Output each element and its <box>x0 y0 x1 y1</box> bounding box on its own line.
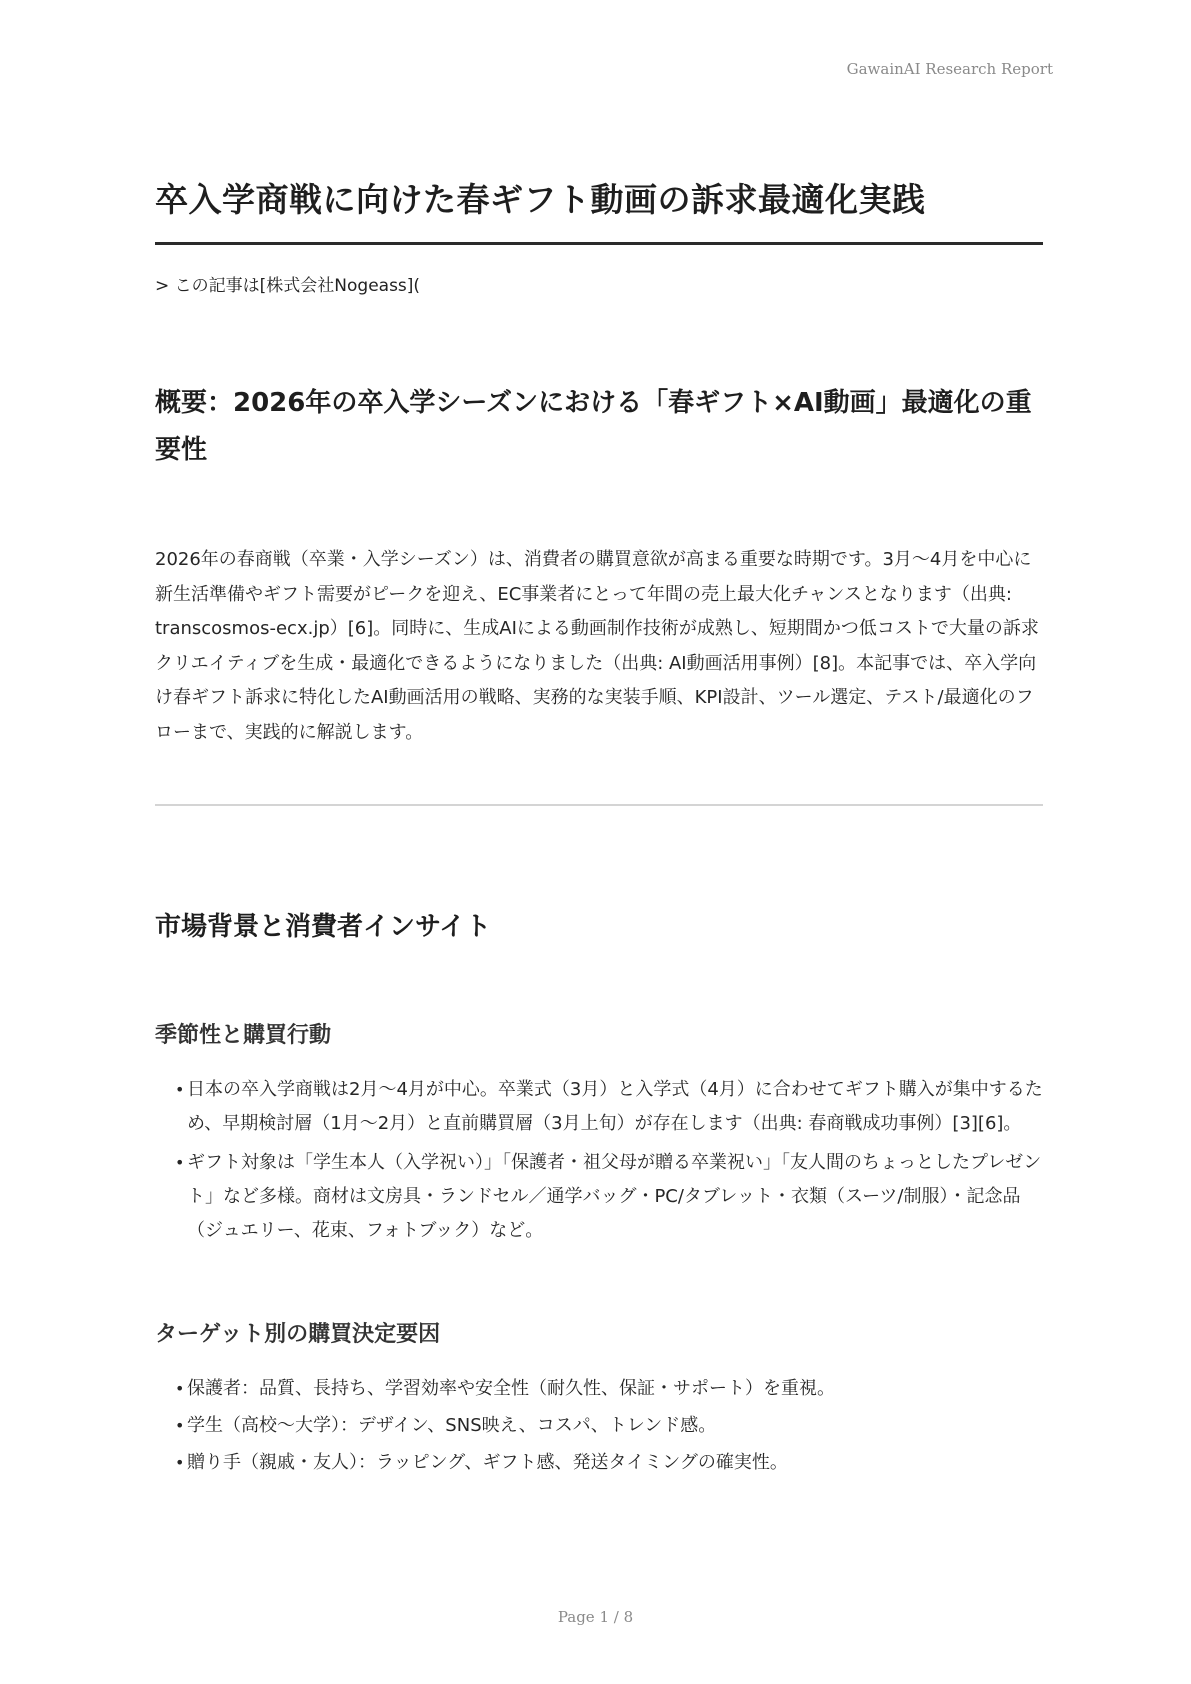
bullet-icon: • <box>175 1453 185 1472</box>
subsection-heading-seasonality: 季節性と購買行動 <box>155 1023 332 1048</box>
list-item <box>175 1146 1043 1248</box>
section-heading-overview: 概要：2026年の卒入学シーズンにおける「春ギフト×AI動画」最適化の重要性 <box>155 388 1032 465</box>
list-item-text: 日本の卒入学商戦は2月〜4月が中心。卒業式（3月）と入学式（4月）に合わせてギフト購入が集中するため、早期検討層（1月〜2月）と直前購買層（3月上旬）が存在します（出典: 春商戦成功事例）[3][6]。 <box>187 1079 1043 1134</box>
overview-paragraph: 2026年の春商戦（卒業・入学シーズン）は、消費者の購買意欲が高まる重要な時期です。3月〜4月を中心に新生活準備やギフト需要がピークを迎え、EC事業者にとって年間の売上最大化チャンスとなります（出典: transcosmos-ecx.jp）[6]。同時に、生成AIによる動画制作技術が成熟し、短期間かつ低コストで大量の訴求クリエイティブを生成・最適化できるようになりました（出典: AI動画活用事例）[8]。本記事では、卒入学向け春ギフト訴求に特化したAI動画活用の戦略、実務的な実装手順、KPI設計、ツール選定、テスト/最適化のフローまで、実践的に解説します。 <box>155 549 1039 743</box>
document-title: 卒入学商戦に向けた春ギフト動画の訴求最適化実践 <box>155 170 1043 245</box>
list-item <box>175 1446 1043 1480</box>
list-item-text: ギフト対象は「学生本人（入学祝い）」「保護者・祖父母が贈る卒業祝い」「友人間のちょっとしたプレゼント」など多様。商材は文房具・ランドセル／通学バッグ・PC/タブレット・衣類（スーツ/制服）・記念品（ジュエリー、花束、フォトブック）など。 <box>187 1152 1042 1241</box>
target-factors-list <box>155 1372 1043 1480</box>
section-heading-market: 市場背景と消費者インサイト <box>155 912 492 942</box>
page-number: Page 1 / 8 <box>557 1608 634 1626</box>
running-header: GawainAI Research Report <box>846 60 1053 78</box>
list-item-text: 贈り手（親戚・友人）：ラッピング、ギフト感、発送タイミングの確実性。 <box>187 1452 788 1473</box>
list-item <box>175 1409 1043 1443</box>
document-body <box>155 170 1043 1483</box>
list-item <box>175 1372 1043 1406</box>
list-item-text: 保護者：品質、長持ち、学習効率や安全性（耐久性、保証・サポート）を重視。 <box>187 1378 835 1399</box>
bullet-icon: • <box>175 1379 185 1398</box>
bullet-icon: • <box>175 1416 185 1435</box>
bullet-icon: • <box>175 1153 185 1172</box>
bullet-icon: • <box>175 1080 185 1099</box>
section-divider <box>155 804 1043 806</box>
source-quote-line: > この記事は[株式会社Nogeass]( <box>155 276 421 296</box>
list-item-text: 学生（高校〜大学）：デザイン、SNS映え、コスパ、トレンド感。 <box>187 1415 717 1436</box>
seasonality-list <box>155 1073 1043 1248</box>
subsection-heading-target-factors: ターゲット別の購買決定要因 <box>155 1322 441 1347</box>
list-item <box>175 1073 1043 1141</box>
